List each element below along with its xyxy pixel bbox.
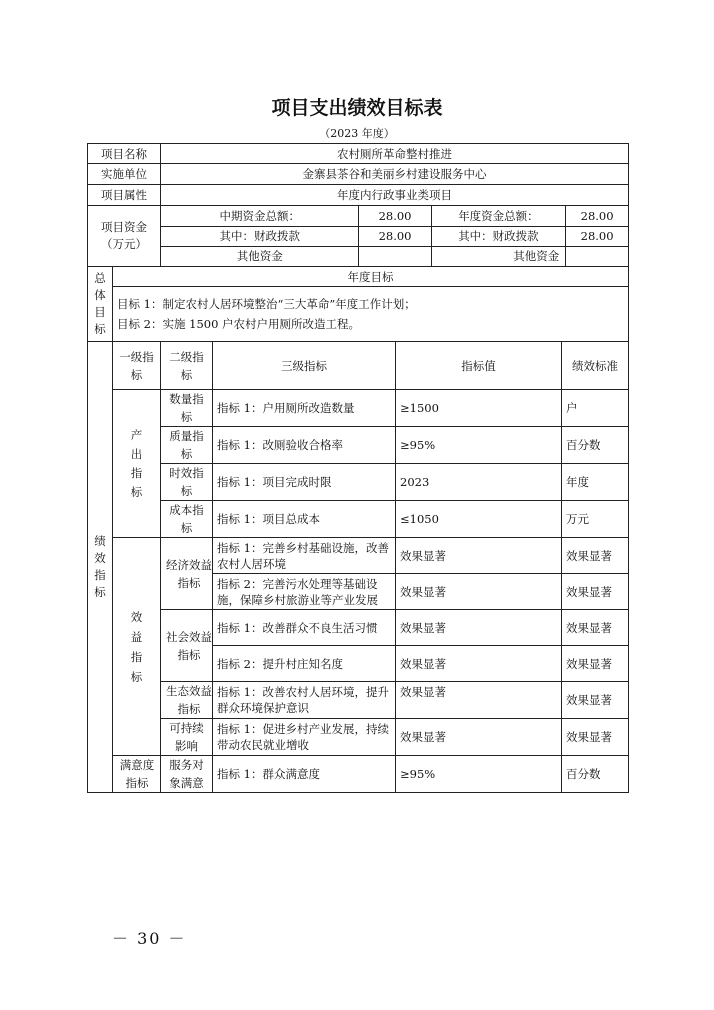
header-standard: 绩效标准 (562, 342, 629, 390)
eco-standard: 效果显著 (562, 682, 629, 719)
annual-other-label: 其他资金 (431, 246, 566, 266)
table-row (88, 185, 629, 206)
benefit-indicator-label: 效益指标 (113, 538, 161, 756)
year-label: （2023 年度） (319, 127, 395, 140)
table-row (88, 390, 629, 427)
table-row (88, 464, 629, 501)
econ2-l3: 指标 2：完善污水处理等基础设施，保障乡村旅游业等产业发展 (213, 574, 396, 610)
econ1-standard: 效果显著 (562, 538, 629, 574)
econ1-value: 效果显著 (396, 538, 562, 574)
annual-goal-header: 年度目标 (113, 267, 629, 287)
header-level2: 二级指标 (161, 342, 213, 390)
annual-other-value (566, 246, 628, 266)
quality-l2: 质量指标 (161, 427, 213, 464)
funds-label-line1: 项目资金 (101, 220, 147, 234)
quantity-l2: 数量指标 (161, 390, 213, 427)
overall-goals (113, 287, 629, 342)
cost-value: ≤1050 (396, 501, 562, 538)
quality-standard: 百分数 (562, 427, 629, 464)
table-row (88, 610, 629, 646)
social1-standard: 效果显著 (562, 610, 629, 646)
timeliness-value: 2023 (396, 464, 562, 501)
table-row (88, 427, 629, 464)
satisfaction-l3: 指标 1：群众满意度 (213, 756, 396, 793)
funds-row (88, 206, 629, 267)
page-number: － 30 － (112, 929, 187, 948)
indicators-side-label: 绩效指标 (88, 342, 113, 793)
header-level1: 一级指标 (113, 342, 161, 390)
social2-l3: 指标 2：提升村庄知名度 (213, 646, 396, 682)
project-attr-label: 项目属性 (88, 185, 161, 206)
performance-target-table (87, 143, 629, 793)
econ2-value: 效果显著 (396, 574, 562, 610)
table-title: 项目支出绩效目标表 (271, 97, 443, 119)
mid-total-label: 中期资金总额： (161, 206, 359, 226)
funds-label (88, 206, 161, 267)
table-row (88, 501, 629, 538)
satisfaction-standard: 百分数 (562, 756, 629, 793)
sustain-l3: 指标 1：促进乡村产业发展，持续带动农民就业增收 (213, 719, 396, 756)
econ-l2: 经济效益指标 (161, 538, 213, 610)
satisfaction-value: ≥95% (396, 756, 562, 793)
funds-label-line2: （万元） (101, 237, 147, 251)
header-value: 指标值 (396, 342, 562, 390)
annual-fiscal-label: 其中：财政拨款 (431, 226, 566, 246)
quantity-standard: 户 (562, 390, 629, 427)
goal-1: 目标 1：制定农村人居环境整治“三大革命”年度工作计划； (117, 297, 416, 311)
sustain-standard: 效果显著 (562, 719, 629, 756)
project-name-label: 项目名称 (88, 144, 161, 164)
project-name: 农村厕所革命整村推进 (161, 144, 629, 164)
sustain-value: 效果显著 (396, 719, 562, 756)
table-row (88, 144, 629, 164)
timeliness-standard: 年度 (562, 464, 629, 501)
annual-total-label: 年度资金总额： (431, 206, 566, 226)
implementing-unit: 金寨县茶谷和美丽乡村建设服务中心 (161, 164, 629, 185)
table-row (88, 164, 629, 185)
cost-l2: 成本指标 (161, 501, 213, 538)
mid-other-value (359, 246, 431, 266)
annual-total-value: 28.00 (566, 206, 628, 226)
unit-label: 实施单位 (88, 164, 161, 185)
quality-l3: 指标 1：改厕验收合格率 (213, 427, 396, 464)
quality-value: ≥95% (396, 427, 562, 464)
timeliness-l2: 时效指标 (161, 464, 213, 501)
social2-value: 效果显著 (396, 646, 562, 682)
social1-l3: 指标 1：改善群众不良生活习惯 (213, 610, 396, 646)
project-attr: 年度内行政事业类项目 (161, 185, 629, 206)
output-indicator-label: 产出指标 (113, 390, 161, 538)
annual-fiscal-value: 28.00 (566, 226, 628, 246)
funds-grid-cell (161, 206, 629, 267)
social-l2: 社会效益指标 (161, 610, 213, 682)
eco-l3: 指标 1：改善农村人居环境，提升群众环境保护意识 (213, 682, 396, 719)
table-row (88, 287, 629, 342)
table-row (88, 267, 629, 287)
econ2-standard: 效果显著 (562, 574, 629, 610)
mid-fiscal-value: 28.00 (359, 226, 431, 246)
cost-l3: 指标 1：项目总成本 (213, 501, 396, 538)
overall-goal-label: 总体目标 (88, 267, 113, 342)
satisfaction-l2: 服务对象满意 (161, 756, 213, 793)
social2-standard: 效果显著 (562, 646, 629, 682)
table-row (88, 538, 629, 574)
quantity-l3: 指标 1：户用厕所改造数量 (213, 390, 396, 427)
social1-value: 效果显著 (396, 610, 562, 646)
econ1-l3: 指标 1：完善乡村基础设施，改善农村人居环境 (213, 538, 396, 574)
mid-total-value: 28.00 (359, 206, 431, 226)
eco-value: 效果显著 (396, 682, 562, 719)
funds-grid (161, 206, 628, 266)
cost-standard: 万元 (562, 501, 629, 538)
eco-l2: 生态效益指标 (161, 682, 213, 719)
table-row (88, 719, 629, 756)
quantity-value: ≥1500 (396, 390, 562, 427)
mid-other-label: 其他资金 (161, 246, 359, 266)
indicator-header-row (88, 342, 629, 390)
table-row (88, 756, 629, 793)
mid-fiscal-label: 其中：财政拨款 (161, 226, 359, 246)
sustain-l2: 可持续影响 (161, 719, 213, 756)
header-level3: 三级指标 (213, 342, 396, 390)
table-row (88, 682, 629, 719)
satisfaction-label: 满意度指标 (113, 756, 161, 793)
timeliness-l3: 指标 1：项目完成时限 (213, 464, 396, 501)
goal-2: 目标 2：实施 1500 户农村户用厕所改造工程。 (117, 317, 361, 331)
